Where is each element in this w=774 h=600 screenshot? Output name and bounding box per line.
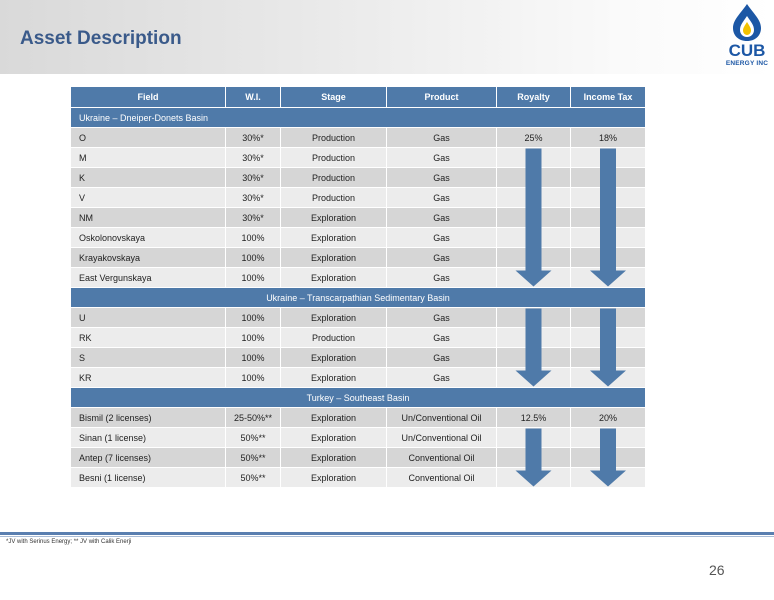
section-row xyxy=(71,288,646,308)
table-row xyxy=(71,328,646,348)
wi-cell: 100% xyxy=(226,268,281,288)
footer-rule-thin xyxy=(0,536,774,537)
wi-cell: 30%* xyxy=(226,148,281,168)
table-row xyxy=(71,148,646,168)
wi-cell: 100% xyxy=(226,248,281,268)
footnote: *JV with Serinus Energy; ** JV with Calik Enerji xyxy=(6,539,132,545)
section-title: Ukraine – Dneiper-Donets Basin xyxy=(71,108,646,128)
field-cell: U xyxy=(71,308,226,328)
field-cell: Sinan (1 license) xyxy=(71,428,226,448)
column-header-field: Field xyxy=(71,87,226,108)
table-row xyxy=(71,188,646,208)
royalty-cell xyxy=(497,348,571,368)
product-cell: Gas xyxy=(387,148,497,168)
table-row xyxy=(71,208,646,228)
product-cell: Gas xyxy=(387,268,497,288)
wi-cell: 50%** xyxy=(226,448,281,468)
table-row xyxy=(71,248,646,268)
income-tax-cell xyxy=(571,168,646,188)
field-cell: O xyxy=(71,128,226,148)
product-cell: Gas xyxy=(387,168,497,188)
wi-cell: 30%* xyxy=(226,168,281,188)
field-cell: RK xyxy=(71,328,226,348)
table-row xyxy=(71,468,646,488)
royalty-cell xyxy=(497,328,571,348)
field-cell: V xyxy=(71,188,226,208)
product-cell: Un/Conventional Oil xyxy=(387,408,497,428)
table-row xyxy=(71,308,646,328)
column-header-product: Product xyxy=(387,87,497,108)
income-tax-cell xyxy=(571,468,646,488)
stage-cell: Exploration xyxy=(281,448,387,468)
product-cell: Gas xyxy=(387,128,497,148)
stage-cell: Production xyxy=(281,328,387,348)
product-cell: Gas xyxy=(387,328,497,348)
income-tax-cell xyxy=(571,428,646,448)
logo-subtitle: ENERGY INC xyxy=(725,60,769,67)
royalty-cell xyxy=(497,308,571,328)
section-row xyxy=(71,388,646,408)
product-cell: Conventional Oil xyxy=(387,468,497,488)
stage-cell: Exploration xyxy=(281,308,387,328)
field-cell: Oskolonovskaya xyxy=(71,228,226,248)
stage-cell: Exploration xyxy=(281,348,387,368)
royalty-cell xyxy=(497,168,571,188)
wi-cell: 100% xyxy=(226,328,281,348)
field-cell: S xyxy=(71,348,226,368)
column-header-income-tax: Income Tax xyxy=(571,87,646,108)
logo-name: CUB xyxy=(728,41,766,60)
wi-cell: 30%* xyxy=(226,208,281,228)
table-body xyxy=(71,108,646,488)
section-row xyxy=(71,108,646,128)
stage-cell: Exploration xyxy=(281,408,387,428)
royalty-cell xyxy=(497,208,571,228)
royalty-cell xyxy=(497,148,571,168)
field-cell: East Vergunskaya xyxy=(71,268,226,288)
table-row xyxy=(71,268,646,288)
column-header-wi: W.I. xyxy=(226,87,281,108)
royalty-cell xyxy=(497,248,571,268)
table-row xyxy=(71,448,646,468)
field-cell: Antep (7 licenses) xyxy=(71,448,226,468)
product-cell: Gas xyxy=(387,248,497,268)
royalty-cell xyxy=(497,368,571,388)
income-tax-cell: 20% xyxy=(571,408,646,428)
wi-cell: 100% xyxy=(226,348,281,368)
table-row xyxy=(71,368,646,388)
royalty-cell xyxy=(497,468,571,488)
income-tax-cell xyxy=(571,248,646,268)
royalty-cell xyxy=(497,268,571,288)
field-cell: M xyxy=(71,148,226,168)
field-cell: Krayakovskaya xyxy=(71,248,226,268)
stage-cell: Production xyxy=(281,188,387,208)
table-row xyxy=(71,168,646,188)
asset-table xyxy=(70,86,646,488)
income-tax-cell xyxy=(571,208,646,228)
field-cell: KR xyxy=(71,368,226,388)
income-tax-cell xyxy=(571,228,646,248)
page-number: 26 xyxy=(709,562,725,578)
column-header-royalty: Royalty xyxy=(497,87,571,108)
product-cell: Gas xyxy=(387,308,497,328)
stage-cell: Production xyxy=(281,148,387,168)
field-cell: Bismil (2 licenses) xyxy=(71,408,226,428)
field-cell: Besni (1 license) xyxy=(71,468,226,488)
royalty-cell xyxy=(497,428,571,448)
section-title: Turkey – Southeast Basin xyxy=(71,388,646,408)
income-tax-cell: 18% xyxy=(571,128,646,148)
column-header-stage: Stage xyxy=(281,87,387,108)
income-tax-cell xyxy=(571,328,646,348)
field-cell: NM xyxy=(71,208,226,228)
page-title: Asset Description xyxy=(20,28,182,49)
product-cell: Gas xyxy=(387,208,497,228)
wi-cell: 30%* xyxy=(226,188,281,208)
income-tax-cell xyxy=(571,308,646,328)
product-cell: Un/Conventional Oil xyxy=(387,428,497,448)
wi-cell: 30%* xyxy=(226,128,281,148)
income-tax-cell xyxy=(571,268,646,288)
product-cell: Gas xyxy=(387,188,497,208)
stage-cell: Exploration xyxy=(281,228,387,248)
wi-cell: 100% xyxy=(226,368,281,388)
royalty-cell: 25% xyxy=(497,128,571,148)
wi-cell: 100% xyxy=(226,308,281,328)
wi-cell: 100% xyxy=(226,228,281,248)
wi-cell: 25-50%** xyxy=(226,408,281,428)
footer-rule xyxy=(0,532,774,535)
stage-cell: Exploration xyxy=(281,248,387,268)
table-row xyxy=(71,408,646,428)
drop-flame-icon xyxy=(722,2,772,42)
product-cell: Gas xyxy=(387,228,497,248)
royalty-cell xyxy=(497,188,571,208)
table-row xyxy=(71,348,646,368)
table-row xyxy=(71,428,646,448)
stage-cell: Exploration xyxy=(281,208,387,228)
stage-cell: Production xyxy=(281,168,387,188)
income-tax-cell xyxy=(571,448,646,468)
wi-cell: 50%** xyxy=(226,468,281,488)
stage-cell: Exploration xyxy=(281,268,387,288)
stage-cell: Exploration xyxy=(281,428,387,448)
table-row xyxy=(71,128,646,148)
wi-cell: 50%** xyxy=(226,428,281,448)
section-title: Ukraine – Transcarpathian Sedimentary Basin xyxy=(71,288,646,308)
income-tax-cell xyxy=(571,368,646,388)
field-cell: K xyxy=(71,168,226,188)
stage-cell: Production xyxy=(281,128,387,148)
royalty-cell xyxy=(497,448,571,468)
product-cell: Conventional Oil xyxy=(387,448,497,468)
table-row xyxy=(71,228,646,248)
royalty-cell xyxy=(497,228,571,248)
company-logo xyxy=(722,2,772,70)
stage-cell: Exploration xyxy=(281,368,387,388)
income-tax-cell xyxy=(571,188,646,208)
product-cell: Gas xyxy=(387,368,497,388)
product-cell: Gas xyxy=(387,348,497,368)
royalty-cell: 12.5% xyxy=(497,408,571,428)
table-header-row xyxy=(71,87,646,108)
income-tax-cell xyxy=(571,148,646,168)
stage-cell: Exploration xyxy=(281,468,387,488)
income-tax-cell xyxy=(571,348,646,368)
